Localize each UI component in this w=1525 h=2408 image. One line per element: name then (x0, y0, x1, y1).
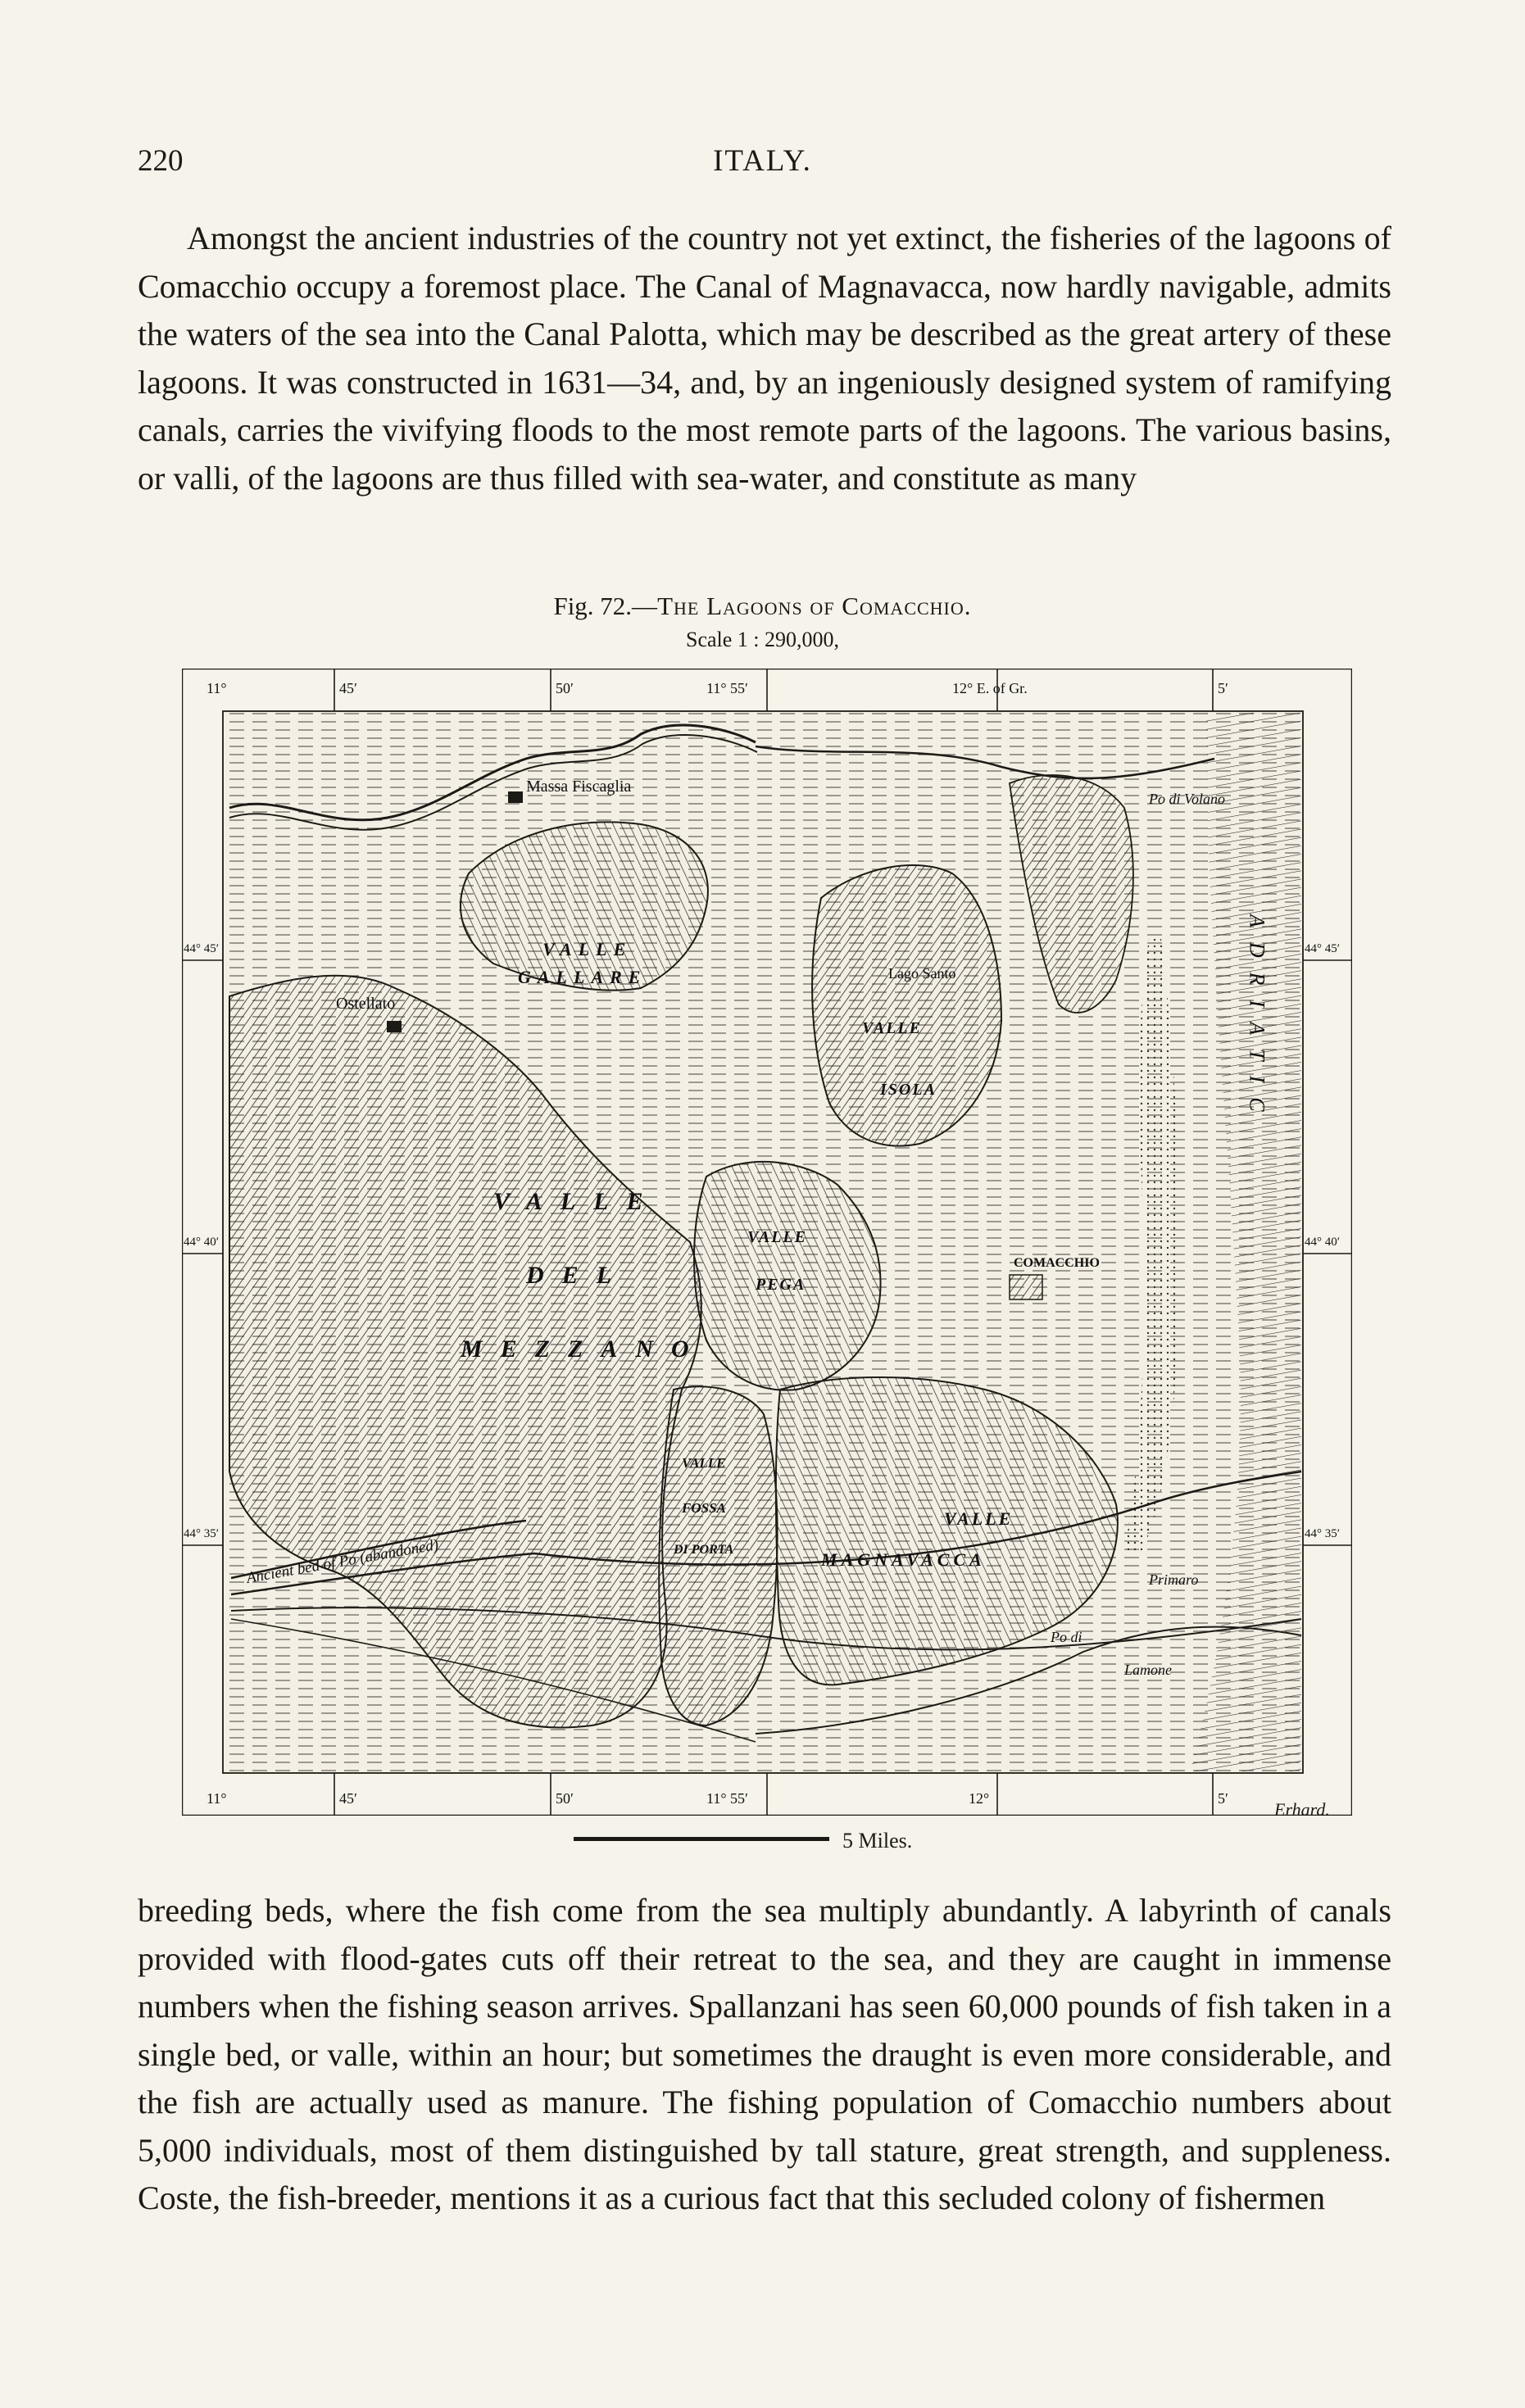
label-lamone: Lamone (1124, 1662, 1172, 1678)
label-valle-isola-2: ISOLA (880, 1081, 937, 1099)
label-valle-fossa-1: VALLE (682, 1455, 726, 1471)
coord-top-50: 50′ (556, 680, 574, 696)
engraver-signature: Erhard. (1274, 1799, 1330, 1820)
coord-left-4440: 44° 40′ (184, 1236, 220, 1249)
label-comacchio: COMACCHIO (1014, 1256, 1100, 1270)
coord-bottom-5: 5′ (1218, 1790, 1228, 1807)
coord-top-55: 11° 55′ (706, 680, 748, 696)
label-po-di-volano: Po di Volano (1149, 791, 1225, 807)
label-valle-pega-2: PEGA (756, 1276, 806, 1294)
paragraph-top: Amongst the ancient industries of the country not yet extinct, the fisheries of the lagoons of Comacchio occupy a foremost place. The Canal of Magnavacca, now hardly navigable, admits the waters of the sea into the Canal Palotta, which may be described as the great artery of these lagoons. It was constructed in 1631—34, and, by an ingeniously designed system of ramifying canals, carries the vivifying floods to the most remote parts of the lagoons. The various basins, or valli, of the lagoons are thus filled with sea-water, and constitute as many (138, 220, 1391, 497)
figure-title: The Lagoons of Comacchio. (657, 592, 972, 620)
label-valle-mezzano-1: VALLE (493, 1188, 661, 1215)
coord-bottom-55: 11° 55′ (706, 1790, 748, 1807)
label-valle-gallare-1: VALLE (542, 939, 633, 959)
label-valle-isola-1: VALLE (862, 1019, 922, 1037)
figure-scale: Scale 1 : 290,000, (685, 628, 840, 651)
comacchio-town-icon (1010, 1275, 1042, 1299)
ostellato-town-icon (387, 1021, 402, 1032)
coord-left-4435: 44° 35′ (184, 1527, 220, 1540)
coord-top-5: 5′ (1218, 680, 1228, 696)
lagoon-map (182, 669, 1352, 1816)
label-valle-mezzano-2: DEL (526, 1262, 629, 1289)
label-adriatic: ADRIATIC (1245, 914, 1269, 1127)
coord-bottom-12: 12° (969, 1790, 990, 1807)
label-primaro: Primaro (1149, 1571, 1199, 1588)
label-valle-pega-1: VALLE (747, 1228, 807, 1246)
label-ancient-bed: Ancient bed of Po (abandoned) (245, 1536, 440, 1587)
coord-bottom-45: 45′ (339, 1790, 357, 1807)
coord-bottom-50: 50′ (556, 1790, 574, 1807)
coord-left-4445: 44° 45′ (184, 942, 220, 955)
coord-top-12: 12° E. of Gr. (952, 680, 1028, 696)
coord-top-11: 11° (207, 680, 227, 696)
coord-right-4445: 44° 45′ (1305, 942, 1341, 955)
label-po-di: Po di (1051, 1629, 1082, 1645)
running-head (138, 143, 1387, 184)
coord-right-4440: 44° 40′ (1305, 1236, 1341, 1249)
label-valle-mezzano-3: MEZZANO (461, 1336, 707, 1363)
label-valle-gallare-2: GALLARE (518, 967, 647, 987)
label-valle-fossa-2: FOSSA (682, 1500, 726, 1516)
label-massa-fiscaglia: Massa Fiscaglia (526, 778, 632, 796)
figure-label: Fig. 72.— (553, 592, 658, 620)
massa-fiscaglia-town-icon (508, 791, 523, 803)
paragraph-bottom: breeding beds, where the fish come from the sea multiply abundantly. A labyrinth of canals provided with flood-gates cuts off their retreat to the sea, and they are caught in immense numbers when the fishing season arrives. Spallanzani has seen 60,000 pounds of fish taken in a single bed, or valle, within an hour; but sometimes the draught is even more considerable, and the fish are actually used as manure. The fishing population of Comacchio numbers about 5,000 individuals, most of them distinguished by tall stature, great strength, and suppleness. Coste, the fish-breeder, mentions it as a curious fact that this secluded colony of fishermen (138, 1892, 1391, 2216)
label-valle-magnavacca-1: VALLE (944, 1508, 1014, 1529)
coord-right-4435: 44° 35′ (1305, 1527, 1341, 1540)
coord-bottom-11: 11° (207, 1790, 227, 1807)
label-valle-fossa-3: DI PORTA (674, 1543, 734, 1557)
figure-caption (0, 592, 1525, 621)
scale-bar-line (574, 1837, 829, 1841)
coord-top-45: 45′ (339, 680, 357, 696)
label-lago-santo: Lago Santo (888, 965, 956, 982)
running-title: ITALY. (713, 144, 812, 178)
valle-isola (812, 865, 1001, 1146)
scale-bar-label: 5 Miles. (842, 1829, 913, 1852)
page-number: 220 (138, 144, 184, 178)
label-ostellato: Ostellato (336, 995, 396, 1013)
label-valle-magnavacca-2: MAGNAVACCA (821, 1549, 986, 1570)
scale-bar (574, 1829, 1147, 1862)
